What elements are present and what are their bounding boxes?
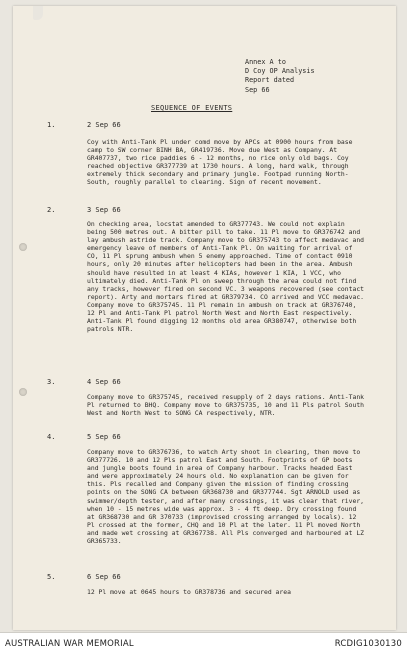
entry-date: 6 Sep 66 <box>87 573 121 581</box>
document-heading: SEQUENCE OF EVENTS <box>151 104 233 112</box>
entry-text: On checking area, locstat amended to GR377743. We could not explain being 500 metres out. A bitter pill to take. 11 Pl move to GR376742 and lay ambush astride track. Company move to GR375743 to affect medavac and emergency leave of members of Anti-Tank Pl. On waiting for arrival of CO, 11 Pl sprung ambush when 5 enemy approached. Time of contact 0910 hours, only 20 minutes after helicopters had been in the area. Ambush should have resulted in at least 4 KIAs, however 1 KIA, 1 VCC, who ultimately died. Anti-Tank Pl on sweep through the area could not find any tracks, however fired on second VC. 3 weapons recovered (see contact report). Arty and mortars fired at GR379734. CO arrived and VCC medavac. Company move to GR375745. 11 Pl remain in ambush on track at GR376740, 12 Pl and Anti-Tank Pl patrol North West and North East respectively. Anti-Tank Pl found digging 12 months old area GR380747, otherwise both patrols NTR. <box>87 220 365 334</box>
entry-text: Company move to GR375745, received resupply of 2 days rations. Anti-Tank Pl returned to BHQ. Company move to GR375735, 10 and 11 Pls patrol South West and North West to SONG CA respectively, NTR. <box>87 393 365 418</box>
archive-name: AUSTRALIAN WAR MEMORIAL <box>5 639 134 649</box>
annex-line: Sep 66 <box>245 85 270 94</box>
entry-number: 2. <box>47 206 56 214</box>
entry-number: 1. <box>47 121 56 129</box>
annex-line: Report dated <box>245 76 295 85</box>
entry-number: 3. <box>47 378 56 386</box>
punch-hole <box>19 388 27 396</box>
entry-date: 2 Sep 66 <box>87 121 121 129</box>
entry-number: 4. <box>47 433 56 441</box>
entry-text: 12 Pl move at 0645 hours to GR378736 and secured area <box>87 588 291 596</box>
archive-footer <box>0 632 407 655</box>
entry-number: 5. <box>47 573 56 581</box>
entry-date: 5 Sep 66 <box>87 433 121 441</box>
entry-text: Company move to GR376736, to watch Arty shoot in clearing, then move to GR377726. 10 and 12 Pls patrol East and South. Footprints of GP boots and jungle boots found in area of Company harbour. Tracks headed East and were approximately 24 hours old. No explanation can be given for this. Pls recalled and Company given the mission of finding crossing points on the SONG CA between GR368730 and GR377744. Sgt ARNOLD used as swimmer/depth tester, and after many crossings, it was clear that river, when 10 - 15 metres wide was approx. 3 - 4 ft deep. Dry crossing found at GR368730 and GR 370733 (improvised crossing arranged by locals). 12 Pl crossed at the former, CHQ and 10 Pl at the later. 11 Pl moved North and made wet crossing at GR367738. All Pls converged and harboured at LZ GR365733. <box>87 448 365 546</box>
torn-corner <box>33 6 43 20</box>
archive-record-id: RCDIG1030130 <box>334 639 402 649</box>
entry-text: Coy with Anti-Tank Pl under comd move by APCs at 0900 hours from base camp to SW corner BINH BA, GR419736. Move due West as Company. At GR407737, two rice paddies 6 - 12 months, no rice only old bags. Coy reached objective GR377739 at 1730 hours. A long, hard walk, through extremely thick secondary and primary jungle. Footpad running North-South, roughly parallel to clearing. Sign of recent movement. <box>87 138 353 187</box>
entry-date: 4 Sep 66 <box>87 378 121 386</box>
entry-date: 3 Sep 66 <box>87 206 121 214</box>
punch-hole <box>19 243 27 251</box>
annex-line: D Coy OP Analysis <box>245 67 315 76</box>
annex-reference <box>245 58 365 95</box>
annex-line: Annex A to <box>245 58 286 66</box>
